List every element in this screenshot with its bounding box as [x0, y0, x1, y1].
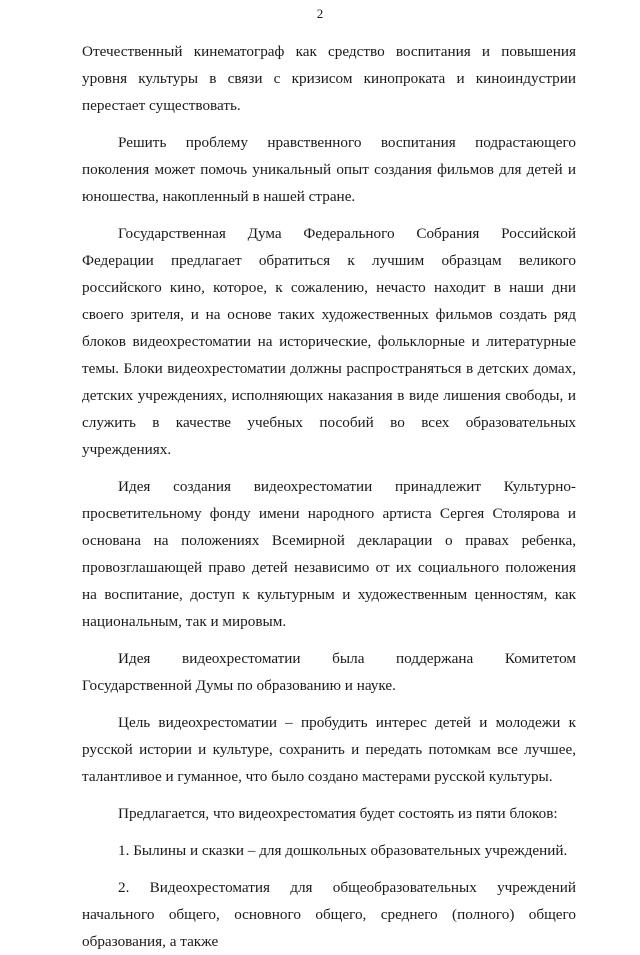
paragraph: Идея создания видеохрестоматии принадлежит Культурно-просветительному фонду имени народного артиста Сергея Столярова и основана на положениях Всемирной декларации о правах ребенка, провозглашающей право детей независимо от их социального положения на воспитание, доступ к культурным и художественным ценностям, как национальным, так и мировым. — [82, 478, 576, 630]
paragraph: Предлагается, что видеохрестоматия будет состоять из пяти блоков: — [118, 805, 558, 822]
paragraph: Государственная Дума Федерального Собрания Российской Федерации предлагает обратиться к лучшим образцам великого российского кино, которое, к сожалению, нечасто находит в наши дни своего зрителя, и на основе таких художественных фильмов создать ряд блоков видеохрестоматии на исторические, фольклорные и литературные темы. Блоки видеохрестоматии должны распространяться в детских домах, детских учреждениях, исполняющих наказания в виде лишения свободы, и служить в качестве учебных пособий во всех образовательных учреждениях. — [82, 225, 576, 458]
paragraph: Решить проблему нравственного воспитания подрастающего поколения может помочь уникальный опыт создания фильмов для детей и юношества, накопленный в нашей стране. — [82, 134, 576, 205]
paragraph: Идея видеохрестоматии была поддержана Комитетом Государственной Думы по образованию и науке. — [82, 650, 576, 694]
paragraph: Цель видеохрестоматии – пробудить интерес детей и молодежи к русской истории и культуре, сохранить и передать потомкам все лучшее, талантливое и гуманное, что было создано мастерами русской культуры. — [82, 714, 576, 785]
list-item: 1. Былины и сказки – для дошкольных образовательных учреждений. — [118, 842, 568, 859]
paragraph: Отечественный кинематограф как средство воспитания и повышения уровня культуры в связи с кризисом кинопроката и киноиндустрии перестает существовать. — [82, 43, 576, 114]
list-item: 2. Видеохрестоматия для общеобразовательных учреждений начального общего, основного общего, среднего (полного) общего образования, а также — [82, 879, 576, 950]
page-number: 2 — [316, 6, 324, 21]
document-body — [82, 38, 576, 955]
